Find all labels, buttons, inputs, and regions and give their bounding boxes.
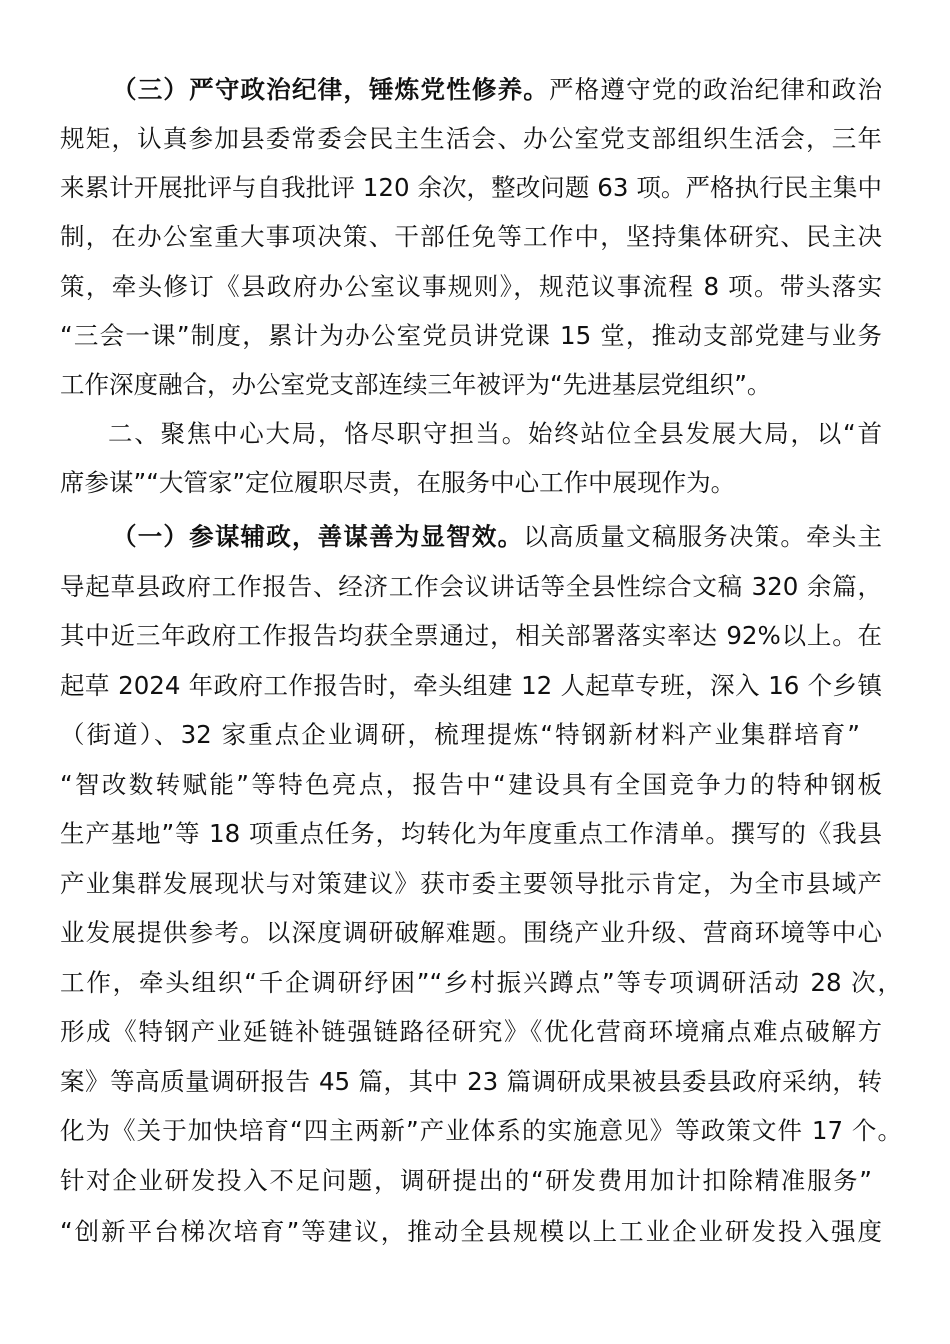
- text-line: 产业集群发展现状与对策建议》获市委主要领导批示肯定，为全市县域产: [60, 869, 882, 898]
- text-line: 生产基地”等 18 项重点任务，均转化为年度重点工作清单。撰写的《我县: [60, 819, 882, 848]
- section-heading: （一）参谋辅政，善谋善为显智效。: [112, 522, 524, 551]
- text-line: 针对企业研发投入不足问题，调研提出的“研发费用加计扣除精准服务”: [60, 1166, 872, 1195]
- text-line: 其中近三年政府工作报告均获全票通过，相关部署落实率达 92%以上。在: [60, 621, 882, 650]
- text-line: （三）严守政治纪律，锤炼党性修养。严格遵守党的政治纪律和政治: [112, 75, 882, 104]
- text-line: 业发展提供参考。以深度调研破解难题。围绕产业升级、营商环境等中心: [60, 918, 882, 947]
- text-line: 导起草县政府工作报告、经济工作会议讲话等全县性综合文稿 320 余篇，: [60, 572, 882, 601]
- text-line: （街道）、32 家重点企业调研，梳理提炼“特钢新材料产业集群培育”: [60, 720, 860, 749]
- section-heading: 二、聚焦中心大局，恪尽职守担当。始终站位全县发展大局，以“首: [108, 419, 882, 448]
- text-line: 化为《关于加快培育“四主两新”产业体系的实施意见》等政策文件 17 个。: [60, 1116, 902, 1145]
- text-line: 规矩，认真参加县委常委会民主生活会、办公室党支部组织生活会，三年: [60, 124, 882, 153]
- text-line: 席参谋”“大管家”定位履职尽责，在服务中心工作中展现作为。: [60, 468, 736, 497]
- text-line: 形成《特钢产业延链补链强链路径研究》《优化营商环境痛点难点破解方: [60, 1017, 882, 1046]
- text-line: 制，在办公室重大事项决策、干部任免等工作中，坚持集体研究、民主决: [60, 222, 882, 251]
- text-line: 起草 2024 年政府工作报告时，牵头组建 12 人起草专班，深入 16 个乡镇: [60, 671, 882, 700]
- text-line: “创新平台梯次培育”等建议，推动全县规模以上工业企业研发投入强度: [60, 1217, 882, 1246]
- text-line: （一）参谋辅政，善谋善为显智效。以高质量文稿服务决策。牵头主: [112, 522, 883, 551]
- text-line: “三会一课”制度，累计为办公室党员讲党课 15 堂，推动支部党建与业务: [60, 321, 882, 350]
- text-line: 工作深度融合，办公室党支部连续三年被评为“先进基层党组织”。: [60, 370, 772, 399]
- text-line: 工作，牵头组织“千企调研纾困”“乡村振兴蹲点”等专项调研活动 28 次，: [60, 968, 902, 997]
- text-line: 策，牵头修订《县政府办公室议事规则》，规范议事流程 8 项。带头落实: [60, 272, 882, 301]
- text-line: 案》等高质量调研报告 45 篇，其中 23 篇调研成果被县委县政府采纳，转: [60, 1067, 882, 1096]
- text-line: “智改数转赋能”等特色亮点，报告中“建设具有全国竞争力的特种钢板: [60, 770, 882, 799]
- text-line: 来累计开展批评与自我批评 120 余次，整改问题 63 项。严格执行民主集中: [60, 173, 882, 202]
- section-heading: （三）严守政治纪律，锤炼党性修养。: [112, 75, 550, 104]
